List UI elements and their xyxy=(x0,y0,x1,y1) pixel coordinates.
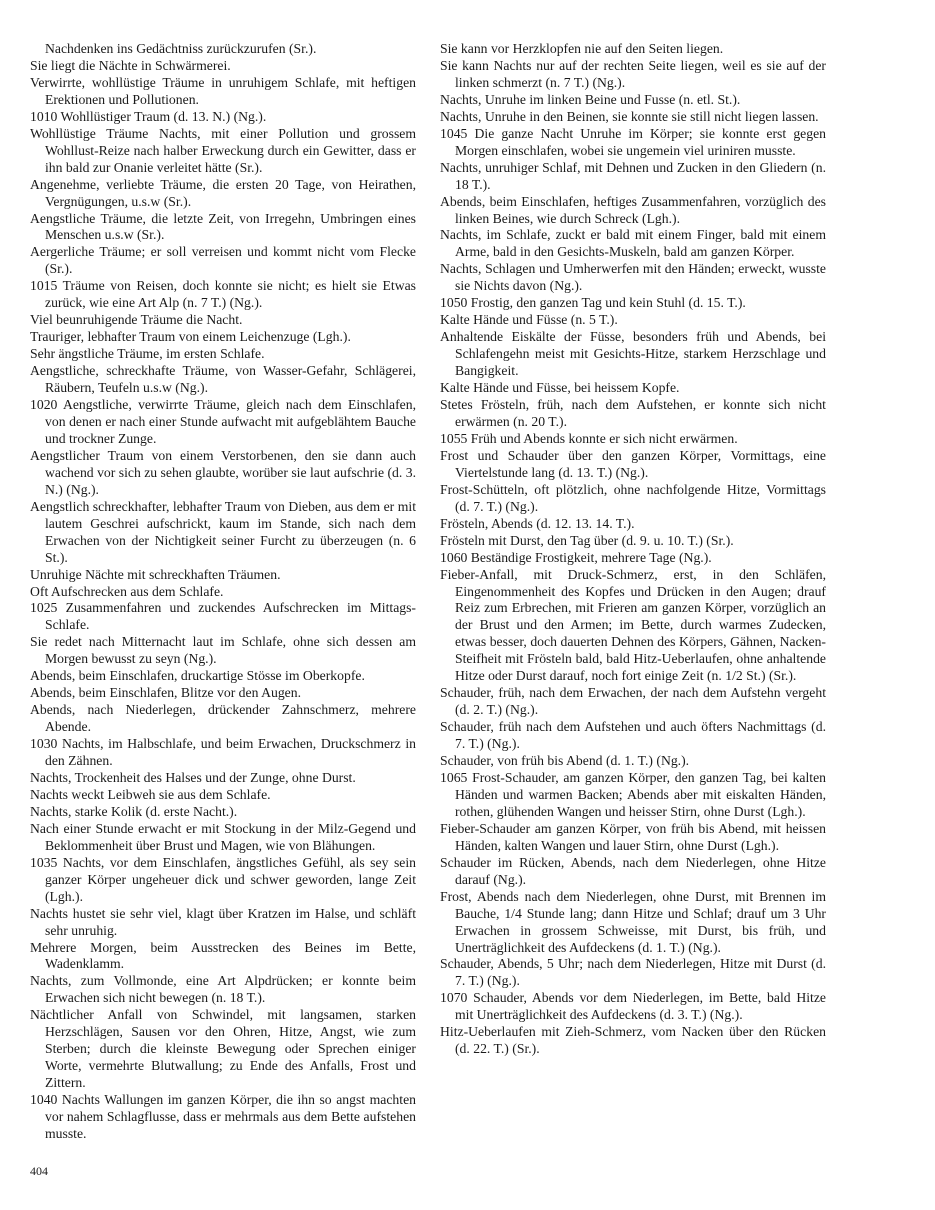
symptom-entry: Abends, nach Niederlegen, drückender Zahnschmerz, mehrere Abende. xyxy=(30,702,416,735)
symptom-entry: Kalte Hände und Füsse (n. 5 T.). xyxy=(440,312,618,328)
page-number: 404 xyxy=(30,1164,48,1178)
symptom-entry: Aengstlich schreckhafter, lebhafter Traum von Dieben, aus dem er mit lautem Geschrei aufschrickt, kaum im Stande, sich nach dem Erwachen von der Nichtigkeit seiner Furcht zu überzeugen (n. 6 St.). xyxy=(30,498,416,565)
numbered-entry: 1035 Nachts, vor dem Einschlafen, ängstliches Gefühl, als sey sein ganzer Körper ungeheuer dick und schwer geworden, lange Zeit (Lgh.). xyxy=(30,854,416,904)
symptom-entry: Mehrere Morgen, beim Ausstrecken des Beines im Bette, Wadenklamm. xyxy=(30,939,416,972)
symptom-entry: Abends, beim Einschlafen, Blitze vor den Augen. xyxy=(30,685,302,701)
numbered-entry: 1055 Früh und Abends konnte er sich nicht erwärmen. xyxy=(440,430,738,446)
numbered-entry: 1045 Die ganze Nacht Unruhe im Körper; sie konnte erst gegen Morgen einschlafen, wobei sie ungemein viel uriniren musste. xyxy=(440,125,826,158)
numbered-entry: 1065 Frost-Schauder, am ganzen Körper, den ganzen Tag, bei kalten Händen und warmen Backen; Abends aber mit eiskalten Händen, rothen, glühenden Wangen und heisser Stirn, ohne Durst (Lgh.). xyxy=(440,769,826,819)
symptom-entry: Abends, beim Einschlafen, druckartige Stösse im Oberkopfe. xyxy=(30,668,365,684)
symptom-entry: Fieber-Anfall, mit Druck-Schmerz, erst, in den Schläfen, Eingenommenheit des Kopfes und Drücken in den Augen; drauf Reiz zum Erbrechen, mit Frieren am ganzen Körper, vorzüglich an der Brust und den Armen; im Bette, durch warmes Zudecken, etwas besser, doch dauerten Dehnen des Körpers, Gähnen, Nacken-Steifheit mit Frösteln bald, bald Hitz-Ueberlaufen, ohne anhaltende Hitze oder Durst darauf, noch fort einige Zeit (n. 1/2 St.) (Sr.). xyxy=(440,566,826,684)
symptom-entry: Aergerliche Träume; er soll verreisen und kommt nicht vom Flecke (Sr.). xyxy=(30,244,416,277)
symptom-entry: Frösteln mit Durst, den Tag über (d. 9. u. 10. T.) (Sr.). xyxy=(440,532,734,548)
numbered-entry: 1040 Nachts Wallungen im ganzen Körper, die ihn so angst machten vor nahem Schlagflusse, dass er mehrmals aus dem Bette aufstehen musste. xyxy=(30,1092,416,1141)
symptom-entry: Trauriger, lebhafter Traum von einem Leichenzuge (Lgh.). xyxy=(30,329,351,345)
numbered-entry: 1060 Beständige Frostigkeit, mehrere Tage (Ng.). xyxy=(440,549,712,565)
symptom-entry: Fieber-Schauder am ganzen Körper, von früh bis Abend, mit heissen Händen, kalten Wangen und lauer Stirn, ohne Durst (Lgh.). xyxy=(440,820,826,853)
symptom-entry: Nachts, zum Vollmonde, eine Art Alpdrücken; er konnte beim Erwachen sich nicht bewegen (n. 18 T.). xyxy=(30,973,416,1006)
symptom-entry: Schauder, früh nach dem Aufstehen und auch öfters Nachmittags (d. 7. T.) (Ng.). xyxy=(440,719,826,752)
symptom-entry: Wohllüstige Träume Nachts, mit einer Pollution und grossem Wohllust-Reize nach halber Erweckung durch ein Gewitter, dass er ihn bald zur Onanie verleitet hätte (Sr.). xyxy=(30,125,416,175)
symptom-entry: Kalte Hände und Füsse, bei heissem Kopfe. xyxy=(440,380,680,396)
symptom-entry: Schauder, früh, nach dem Erwachen, der nach dem Aufstehn vergeht (d. 2. T.) (Ng.). xyxy=(440,685,826,718)
symptom-entry: Nachts weckt Leibweh sie aus dem Schlafe. xyxy=(30,786,271,802)
symptom-entry: Nächtlicher Anfall von Schwindel, mit langsamen, starken Herzschlägen, Sausen vor den Ohren, Hitze, Angst, wie zum Sterben; durch die kleinste Bewegung oder Sprechen einiger Worte, vermehrte Blutwallung; zu Ende des Anfalls, Frost und Zittern. xyxy=(30,1007,416,1091)
symptom-entry: Nachts, Unruhe in den Beinen, sie konnte sie still nicht liegen lassen. xyxy=(440,108,819,124)
symptom-entry: Nachts hustet sie sehr viel, klagt über Kratzen im Halse, und schläft sehr unruhig. xyxy=(30,905,416,938)
symptom-entry: Sie liegt die Nächte in Schwärmerei. xyxy=(30,57,231,73)
symptom-entry: Schauder, von früh bis Abend (d. 1. T.) (Ng.). xyxy=(440,753,690,769)
symptom-entry: Anhaltende Eiskälte der Füsse, besonders früh und Abends, bei Schlafengehn meist mit Gesichts-Hitze, starkem Herzschlage und Bangigkeit. xyxy=(440,329,826,379)
numbered-entry: 1020 Aengstliche, verwirrte Träume, gleich nach dem Einschlafen, von denen er nach einer Stunde aufwacht mit aufgeblähtem Bauche und trockner Zunge. xyxy=(30,397,416,446)
symptom-entry: Aengstlicher Traum von einem Verstorbenen, den sie dann auch wachend vor sich zu sehen glaubte, worüber sie laut aufschrie (d. 3. N.) (Ng.). xyxy=(30,447,416,497)
symptom-entry: Nachts, Trockenheit des Halses und der Zunge, ohne Durst. xyxy=(30,769,356,785)
symptom-entry: Frösteln, Abends (d. 12. 13. 14. T.). xyxy=(440,515,635,531)
symptom-entry: Nachts, Schlagen und Umherwerfen mit den Händen; erweckt, wusste sie Nichts davon (Ng.). xyxy=(440,261,826,294)
symptom-entry: Frost, Abends nach dem Niederlegen, ohne Durst, mit Brennen im Bauche, 1/4 Stunde lang; dann Hitze und Schlaf; drauf um 3 Uhr Erwachen in grossem Schweisse, mit Durst, bis früh, und Unerträglichkeit des Aufdeckens (d. 1. T.) (Ng.). xyxy=(440,888,826,955)
symptom-entry: Hitz-Ueberlaufen mit Zieh-Schmerz, vom Nacken über den Rücken (d. 22. T.) (Sr.). xyxy=(440,1024,826,1057)
symptom-entry: Sehr ängstliche Träume, im ersten Schlafe. xyxy=(30,346,265,362)
symptom-entry: Aengstliche, schreckhafte Träume, von Wasser-Gefahr, Schlägerei, Räubern, Teufeln u.s.w (Ng.). xyxy=(30,363,416,396)
symptom-entry: Nachts, starke Kolik (d. erste Nacht.). xyxy=(30,803,238,819)
symptom-entry: Schauder, Abends, 5 Uhr; nach dem Niederlegen, Hitze mit Durst (d. 7. T.) (Ng.). xyxy=(440,956,826,989)
numbered-entry: 1030 Nachts, im Halbschlafe, und beim Erwachen, Druckschmerz in den Zähnen. xyxy=(30,736,416,769)
symptom-entry: Frost und Schauder über den ganzen Körper, Vormittags, eine Viertelstunde lang (d. 13. T.) (Ng.). xyxy=(440,447,826,480)
symptom-entry: Angenehme, verliebte Träume, die ersten 20 Tage, von Heirathen, Vergnügungen, u.s.w (Sr.). xyxy=(30,176,416,209)
numbered-entry: 1050 Frostig, den ganzen Tag und kein Stuhl (d. 15. T.). xyxy=(440,295,746,311)
numbered-entry: 1070 Schauder, Abends vor dem Niederlegen, im Bette, bald Hitze mit Unerträglichkeit des Aufdeckens (d. 3. T.) (Ng.). xyxy=(440,990,826,1023)
symptom-entry: Nachdenken ins Gedächtniss zurückzurufen (Sr.). xyxy=(45,41,317,56)
numbered-entry: 1025 Zusammenfahren und zuckendes Aufschrecken im Mittags-Schlafe. xyxy=(30,600,416,633)
numbered-entry: 1010 Wohllüstiger Traum (d. 13. N.) (Ng.). xyxy=(30,108,267,124)
symptom-entry: Oft Aufschrecken aus dem Schlafe. xyxy=(30,583,224,599)
symptom-entry: Sie kann vor Herzklopfen nie auf den Seiten liegen. xyxy=(440,41,724,56)
left-column xyxy=(30,41,416,1143)
symptom-entry: Schauder im Rücken, Abends, nach dem Niederlegen, ohne Hitze darauf (Ng.). xyxy=(440,854,826,887)
symptom-entry: Nachts, unruhiger Schlaf, mit Dehnen und Zucken in den Gliedern (n. 18 T.). xyxy=(440,159,826,192)
symptom-entry: Frost-Schütteln, oft plötzlich, ohne nachfolgende Hitze, Vormittags (d. 7. T.) (Ng.). xyxy=(440,481,826,514)
right-column xyxy=(440,41,826,1058)
symptom-entry: Viel beunruhigende Träume die Nacht. xyxy=(30,312,243,328)
symptom-entry: Stetes Frösteln, früh, nach dem Aufstehen, er konnte sich nicht erwärmen (n. 20 T.). xyxy=(440,397,826,429)
symptom-entry: Nach einer Stunde erwacht er mit Stockung in der Milz-Gegend und Beklommenheit über Brust und Magen, wie von Blähungen. xyxy=(30,820,416,853)
symptom-entry: Unruhige Nächte mit schreckhaften Träumen. xyxy=(30,566,281,582)
symptom-entry: Abends, beim Einschlafen, heftiges Zusammenfahren, vorzüglich des linken Beines, wie durch Schreck (Lgh.). xyxy=(440,193,826,226)
symptom-entry: Sie redet nach Mitternacht laut im Schlafe, ohne sich dessen am Morgen bewusst zu seyn (Ng.). xyxy=(30,634,416,667)
symptom-entry: Nachts, Unruhe im linken Beine und Fusse (n. etl. St.). xyxy=(440,91,741,107)
symptom-entry: Nachts, im Schlafe, zuckt er bald mit einem Finger, bald mit einem Arme, bald in den Gesichts-Muskeln, bald am ganzen Körper. xyxy=(440,227,826,260)
symptom-entry: Aengstliche Träume, die letzte Zeit, von Irregehn, Umbringen eines Menschen u.s.w (Sr.). xyxy=(30,210,416,243)
symptom-entry: Sie kann Nachts nur auf der rechten Seite liegen, weil es sie auf der linken schmerzt (n. 7 T.) (Ng.). xyxy=(440,57,826,90)
numbered-entry: 1015 Träume von Reisen, doch konnte sie nicht; es hielt sie Etwas zurück, wie eine Art Alp (n. 7 T.) (Ng.). xyxy=(30,278,416,311)
symptom-entry: Verwirrte, wohllüstige Träume in unruhigem Schlafe, mit heftigen Erektionen und Pollutionen. xyxy=(30,74,416,107)
